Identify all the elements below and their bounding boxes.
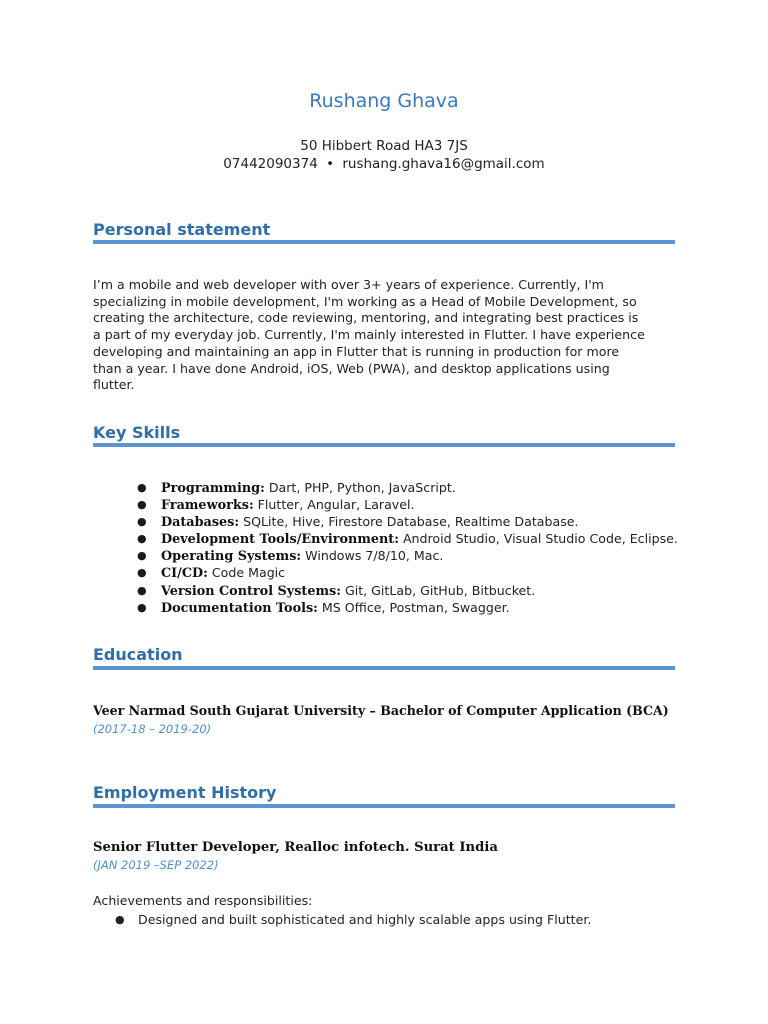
- achievement-text: Designed and built sophisticated and highly scalable apps using Flutter.: [138, 912, 592, 927]
- skill-value: Windows 7/8/10, Mac.: [301, 548, 444, 564]
- bullet-icon: ●: [137, 549, 147, 563]
- skill-value: Dart, PHP, Python, JavaScript.: [264, 480, 456, 495]
- statement-line: specializing in mobile development, I'm working as a Head of Mobile Development, so: [93, 293, 637, 309]
- key-skills-list: [137, 479, 678, 616]
- skill-value: Code Magic: [207, 565, 286, 581]
- candidate-name: Rushang Ghava: [309, 90, 459, 112]
- skill-label: CI/CD:: [161, 566, 208, 582]
- skill-item: [137, 530, 678, 547]
- phone-number: 07442090374: [223, 156, 318, 172]
- achievement-item: [115, 911, 591, 928]
- personal-statement-heading: Personal statement: [93, 220, 271, 239]
- email-address: rushang.ghava16@gmail.com: [342, 156, 545, 172]
- skill-label: Version Control Systems:: [161, 583, 341, 599]
- skill-label: Operating Systems:: [161, 549, 302, 565]
- statement-line: a part of my everyday job. Currently, I'm mainly interested in Flutter. I have experience: [93, 327, 645, 343]
- skill-value: Git, GitLab, GitHub, Bitbucket.: [340, 582, 536, 598]
- education-dates: (2017-18 – 2019-20): [93, 722, 212, 736]
- contact-line: [0, 155, 768, 173]
- skill-item: [137, 582, 678, 599]
- bullet-icon: ●: [137, 515, 147, 529]
- achievements-list: [115, 911, 591, 928]
- statement-line: flutter.: [93, 377, 135, 393]
- section-divider: [93, 443, 675, 447]
- skill-label: Documentation Tools:: [161, 600, 318, 616]
- skill-item: [137, 479, 678, 496]
- skill-label: Frameworks:: [161, 498, 254, 514]
- statement-line: creating the architecture, code reviewing, mentoring, and integrating best practices is: [93, 310, 639, 326]
- achievements-heading: Achievements and responsibilities:: [93, 893, 313, 908]
- skill-item: [137, 547, 678, 564]
- skill-item: [137, 564, 678, 581]
- contact-separator: •: [326, 156, 335, 172]
- skill-label: Programming:: [161, 481, 265, 496]
- employment-history-heading: Employment History: [93, 783, 277, 802]
- statement-line: developing and maintaining an app in Flutter that is running in production for more: [93, 343, 620, 359]
- education-institution: Veer Narmad South Gujarat University – Bachelor of Computer Application (BCA): [93, 703, 669, 718]
- bullet-icon: ●: [137, 600, 147, 614]
- skill-value: Flutter, Angular, Laravel.: [253, 497, 415, 513]
- skill-label: Development Tools/Environment:: [161, 532, 399, 548]
- section-divider: [93, 666, 675, 670]
- skill-value: MS Office, Postman, Swagger.: [317, 599, 510, 615]
- section-divider: [93, 240, 675, 244]
- bullet-icon: ●: [137, 498, 147, 512]
- section-divider: [93, 804, 675, 808]
- bullet-icon: ●: [115, 913, 125, 926]
- employment-dates: (JAN 2019 –SEP 2022): [93, 858, 219, 872]
- skill-label: Databases:: [161, 515, 240, 531]
- bullet-icon: ●: [137, 532, 147, 546]
- address-line: 50 Hibbert Road HA3 7JS: [300, 138, 468, 154]
- bullet-icon: ●: [137, 481, 147, 494]
- bullet-icon: ●: [137, 566, 147, 580]
- education-heading: Education: [93, 645, 183, 664]
- skill-item: [137, 599, 678, 616]
- bullet-icon: ●: [137, 583, 147, 597]
- personal-statement-text: [93, 277, 683, 394]
- skill-value: Android Studio, Visual Studio Code, Eclipse.: [398, 531, 678, 547]
- statement-line: than a year. I have done Android, iOS, Web (PWA), and desktop applications using: [93, 360, 610, 376]
- skill-item: [137, 513, 678, 530]
- skill-item: [137, 496, 678, 513]
- statement-line: I’m a mobile and web developer with over 3+ years of experience. Currently, I'm: [93, 277, 604, 292]
- key-skills-heading: Key Skills: [93, 423, 181, 442]
- skill-value: SQLite, Hive, Firestore Database, Realtime Database.: [239, 514, 579, 530]
- employment-role: Senior Flutter Developer, Realloc infotech. Surat India: [93, 840, 498, 855]
